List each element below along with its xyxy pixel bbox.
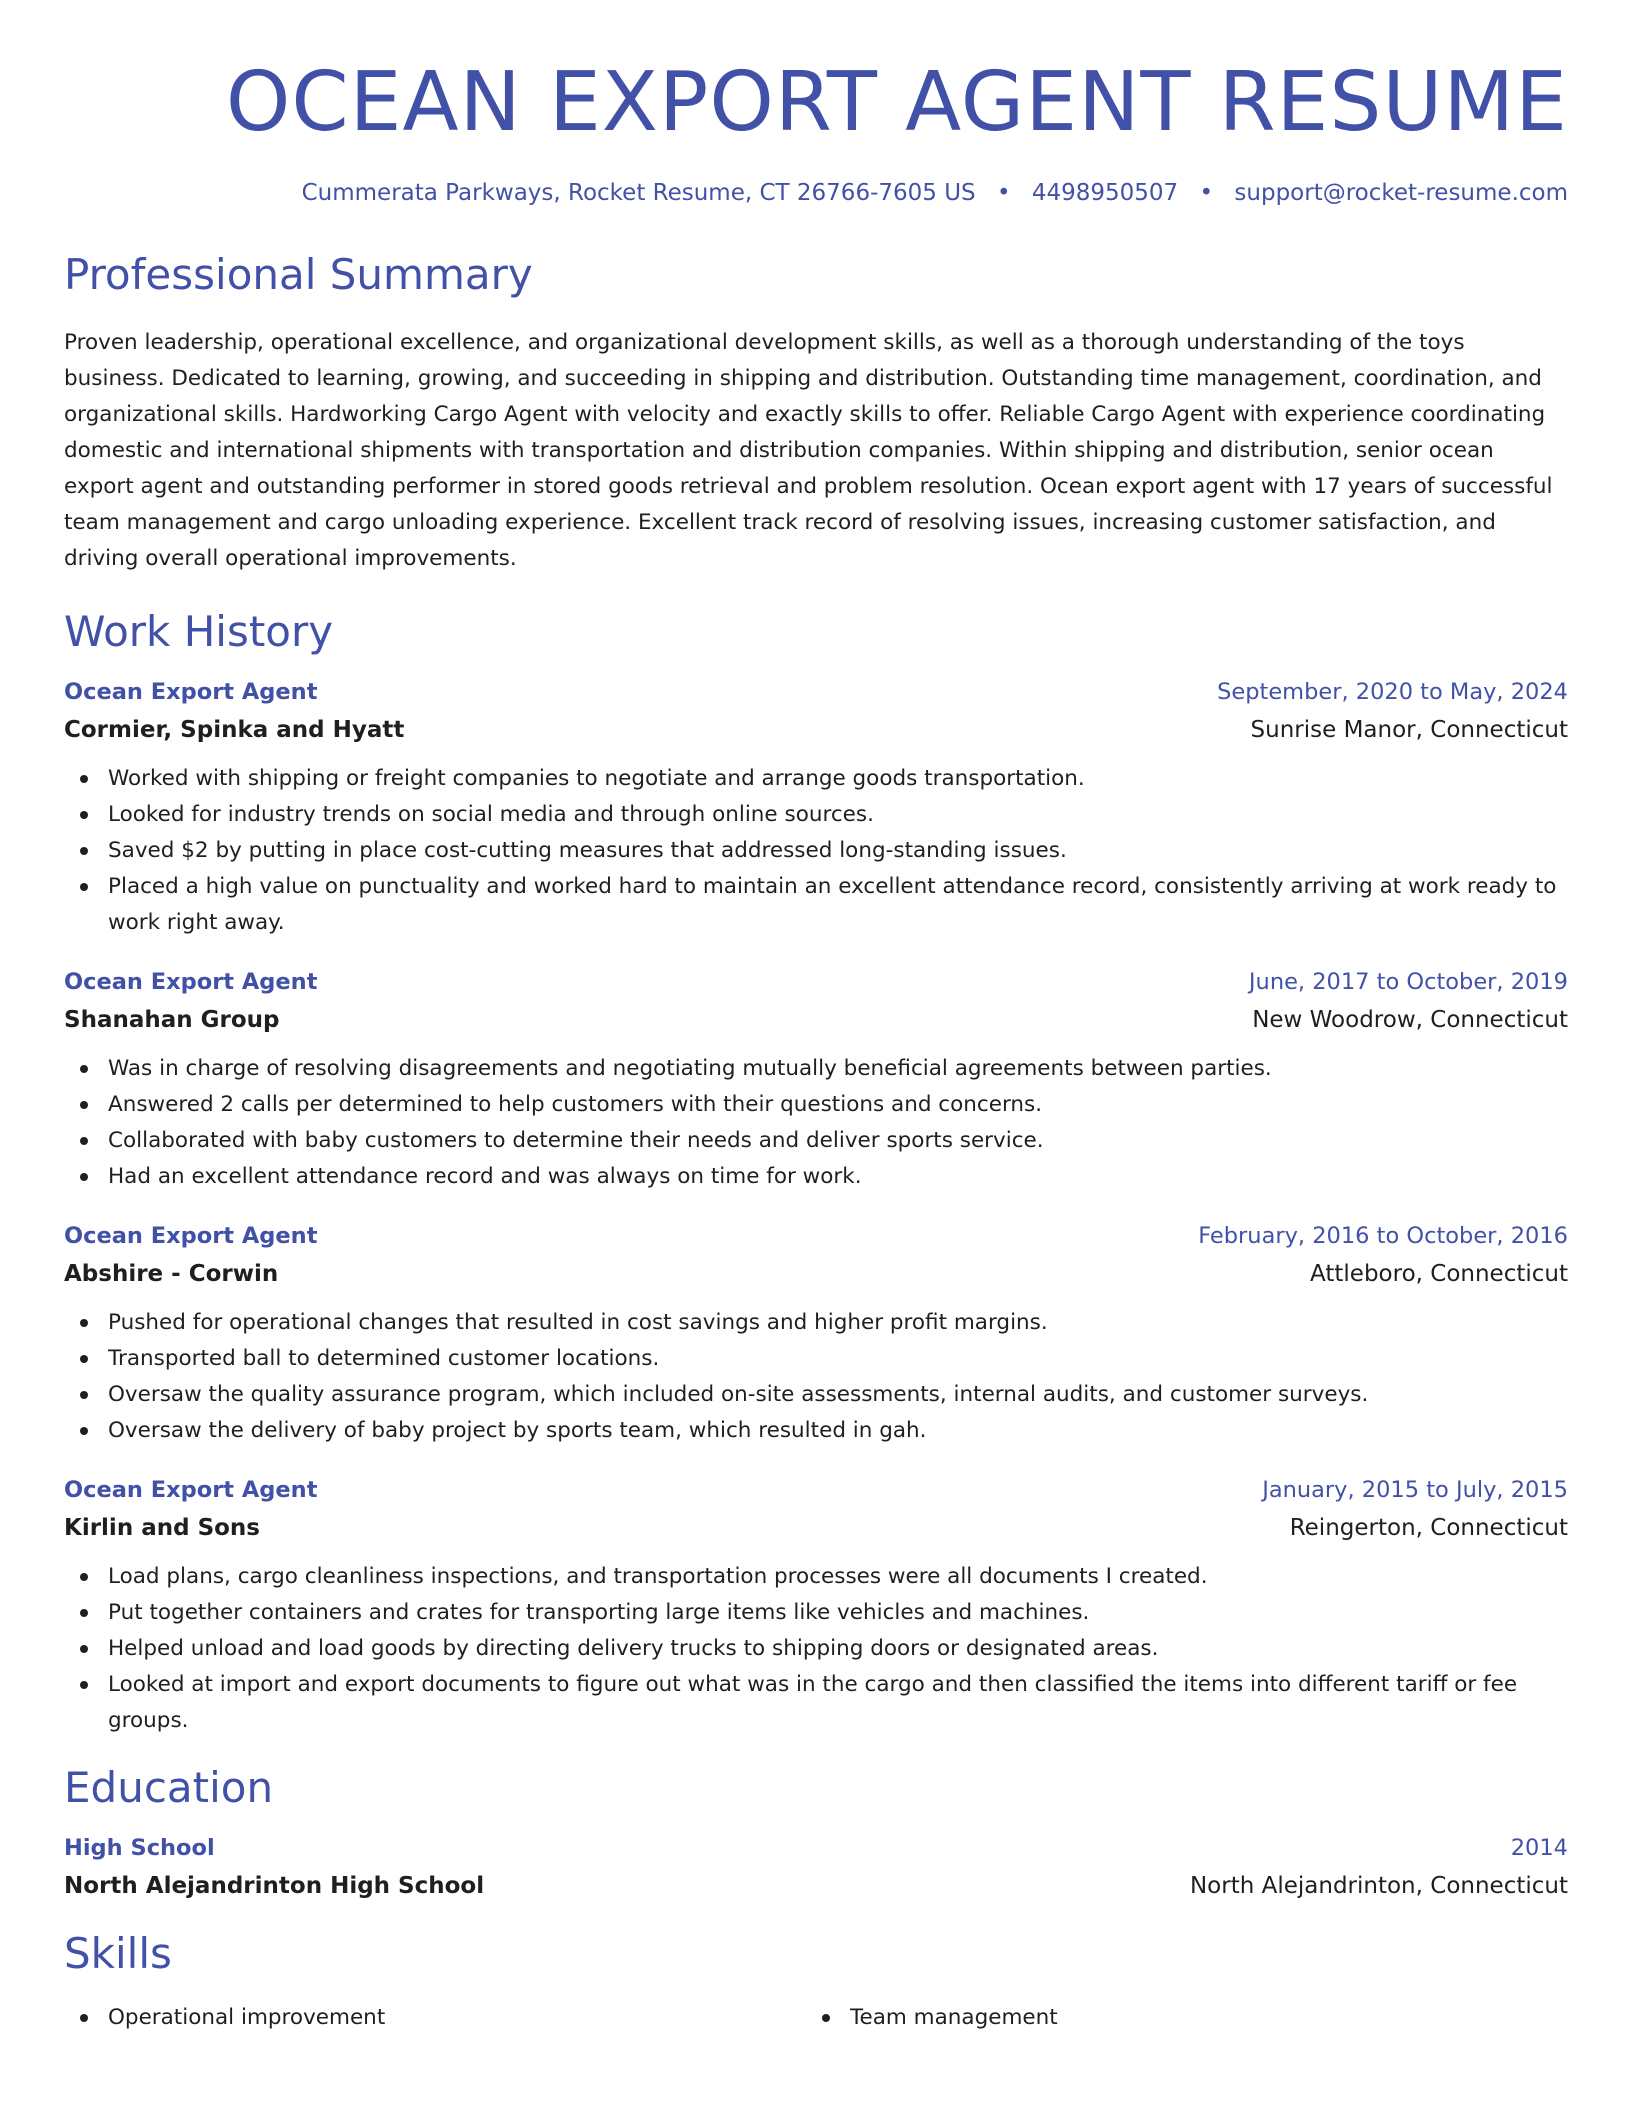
resume-title: OCEAN EXPORT AGENT RESUME — [225, 55, 1568, 150]
job-title: Ocean Export Agent — [64, 969, 318, 996]
job-location: New Woodrow, Connecticut — [1252, 1007, 1568, 1034]
skills-list — [64, 2000, 1568, 2036]
skills-heading: Skills — [64, 1929, 172, 1979]
contact-phone: 4498950507 — [1031, 180, 1179, 207]
job-location: Sunrise Manor, Connecticut — [1250, 717, 1568, 744]
job-bullet: Oversaw the quality assurance program, which included on-site assessments, internal audits, and customer surveys. — [64, 1377, 1568, 1413]
job-entry — [64, 679, 1568, 941]
job-bullet: Was in charge of resolving disagreements and negotiating mutually beneficial agreements between parties. — [64, 1051, 1568, 1087]
contact-separator: • — [996, 180, 1011, 207]
job-entry — [64, 1477, 1568, 1739]
job-bullet: Looked at import and export documents to figure out what was in the cargo and then classified the items into different tariff or fee groups. — [64, 1667, 1568, 1739]
job-company: Cormier, Spinka and Hyatt — [64, 717, 405, 744]
job-bullet: Load plans, cargo cleanliness inspections, and transportation processes were all documents I created. — [64, 1559, 1568, 1595]
skill-item: Operational improvement — [64, 2000, 806, 2036]
education-school: North Alejandrinton High School — [64, 1873, 485, 1900]
job-bullet: Helped unload and load goods by directing delivery trucks to shipping doors or designated areas. — [64, 1631, 1568, 1667]
contact-separator: • — [1199, 180, 1214, 207]
job-dates: June, 2017 to October, 2019 — [1248, 969, 1568, 996]
contact-line — [64, 180, 1568, 206]
job-title: Ocean Export Agent — [64, 679, 318, 706]
job-title: Ocean Export Agent — [64, 1223, 318, 1250]
job-dates: September, 2020 to May, 2024 — [1217, 679, 1568, 706]
job-bullet: Put together containers and crates for transporting large items like vehicles and machines. — [64, 1595, 1568, 1631]
education-location: North Alejandrinton, Connecticut — [1189, 1873, 1568, 1900]
job-title: Ocean Export Agent — [64, 1477, 318, 1504]
job-company: Abshire - Corwin — [64, 1261, 279, 1288]
job-bullet: Answered 2 calls per determined to help customers with their questions and concerns. — [64, 1087, 1568, 1123]
job-company: Kirlin and Sons — [64, 1515, 260, 1542]
job-dates: January, 2015 to July, 2015 — [1262, 1477, 1568, 1504]
work-history-list — [64, 679, 1568, 1739]
job-dates: February, 2016 to October, 2016 — [1198, 1223, 1568, 1250]
job-bullet: Had an excellent attendance record and was always on time for work. — [64, 1159, 1568, 1195]
job-bullet: Placed a high value on punctuality and worked hard to maintain an excellent attendance record, consistently arriving at work ready to work right away. — [64, 869, 1568, 941]
job-entry — [64, 969, 1568, 1195]
summary-heading: Professional Summary — [64, 250, 533, 300]
job-bullets — [64, 761, 1568, 941]
job-location: Attleboro, Connecticut — [1310, 1261, 1568, 1288]
work-history-heading: Work History — [64, 606, 334, 656]
job-bullets — [64, 1559, 1568, 1739]
job-bullet: Pushed for operational changes that resulted in cost savings and higher profit margins. — [64, 1305, 1568, 1341]
education-degree: High School — [64, 1835, 215, 1862]
job-bullet: Worked with shipping or freight companies to negotiate and arrange goods transportation. — [64, 761, 1568, 797]
skills-column-right — [806, 2000, 1548, 2036]
job-entry — [64, 1223, 1568, 1449]
job-bullet: Oversaw the delivery of baby project by sports team, which resulted in gah. — [64, 1413, 1568, 1449]
job-bullet: Looked for industry trends on social media and through online sources. — [64, 797, 1568, 833]
education-heading: Education — [64, 1763, 274, 1813]
job-bullet: Saved $2 by putting in place cost-cutting measures that addressed long-standing issues. — [64, 833, 1568, 869]
job-company: Shanahan Group — [64, 1007, 280, 1034]
education-year: 2014 — [1510, 1835, 1568, 1862]
contact-address: Cummerata Parkways, Rocket Resume, CT 26766-7605 US — [301, 180, 976, 207]
job-bullet: Collaborated with baby customers to determine their needs and deliver sports service. — [64, 1123, 1568, 1159]
job-bullet: Transported ball to determined customer locations. — [64, 1341, 1568, 1377]
contact-email: support@rocket-resume.com — [1234, 180, 1568, 207]
skill-item: Team management — [806, 2000, 1548, 2036]
job-location: Reingerton, Connecticut — [1289, 1515, 1568, 1542]
job-bullets — [64, 1051, 1568, 1195]
education-entry — [64, 1835, 1568, 1899]
summary-text: Proven leadership, operational excellence, and organizational development skills, as well as a thorough understanding of the toys business. Dedicated to learning, growing, and succeeding in shipping and distribution. Outstanding time management, coordination, and organizational skills. Hardworking Cargo Agent with velocity and exactly skills to offer. Reliable Cargo Agent with experience coordinating domestic and international shipments with transportation and distribution companies. Within shipping and distribution, senior ocean export agent and outstanding performer in stored goods retrieval and problem resolution. Ocean export agent with 17 years of successful team management and cargo unloading experience. Excellent track record of resolving issues, increasing customer satisfaction, and driving overall operational improvements. — [64, 329, 1553, 571]
job-bullets — [64, 1305, 1568, 1449]
skills-column-left — [64, 2000, 806, 2036]
